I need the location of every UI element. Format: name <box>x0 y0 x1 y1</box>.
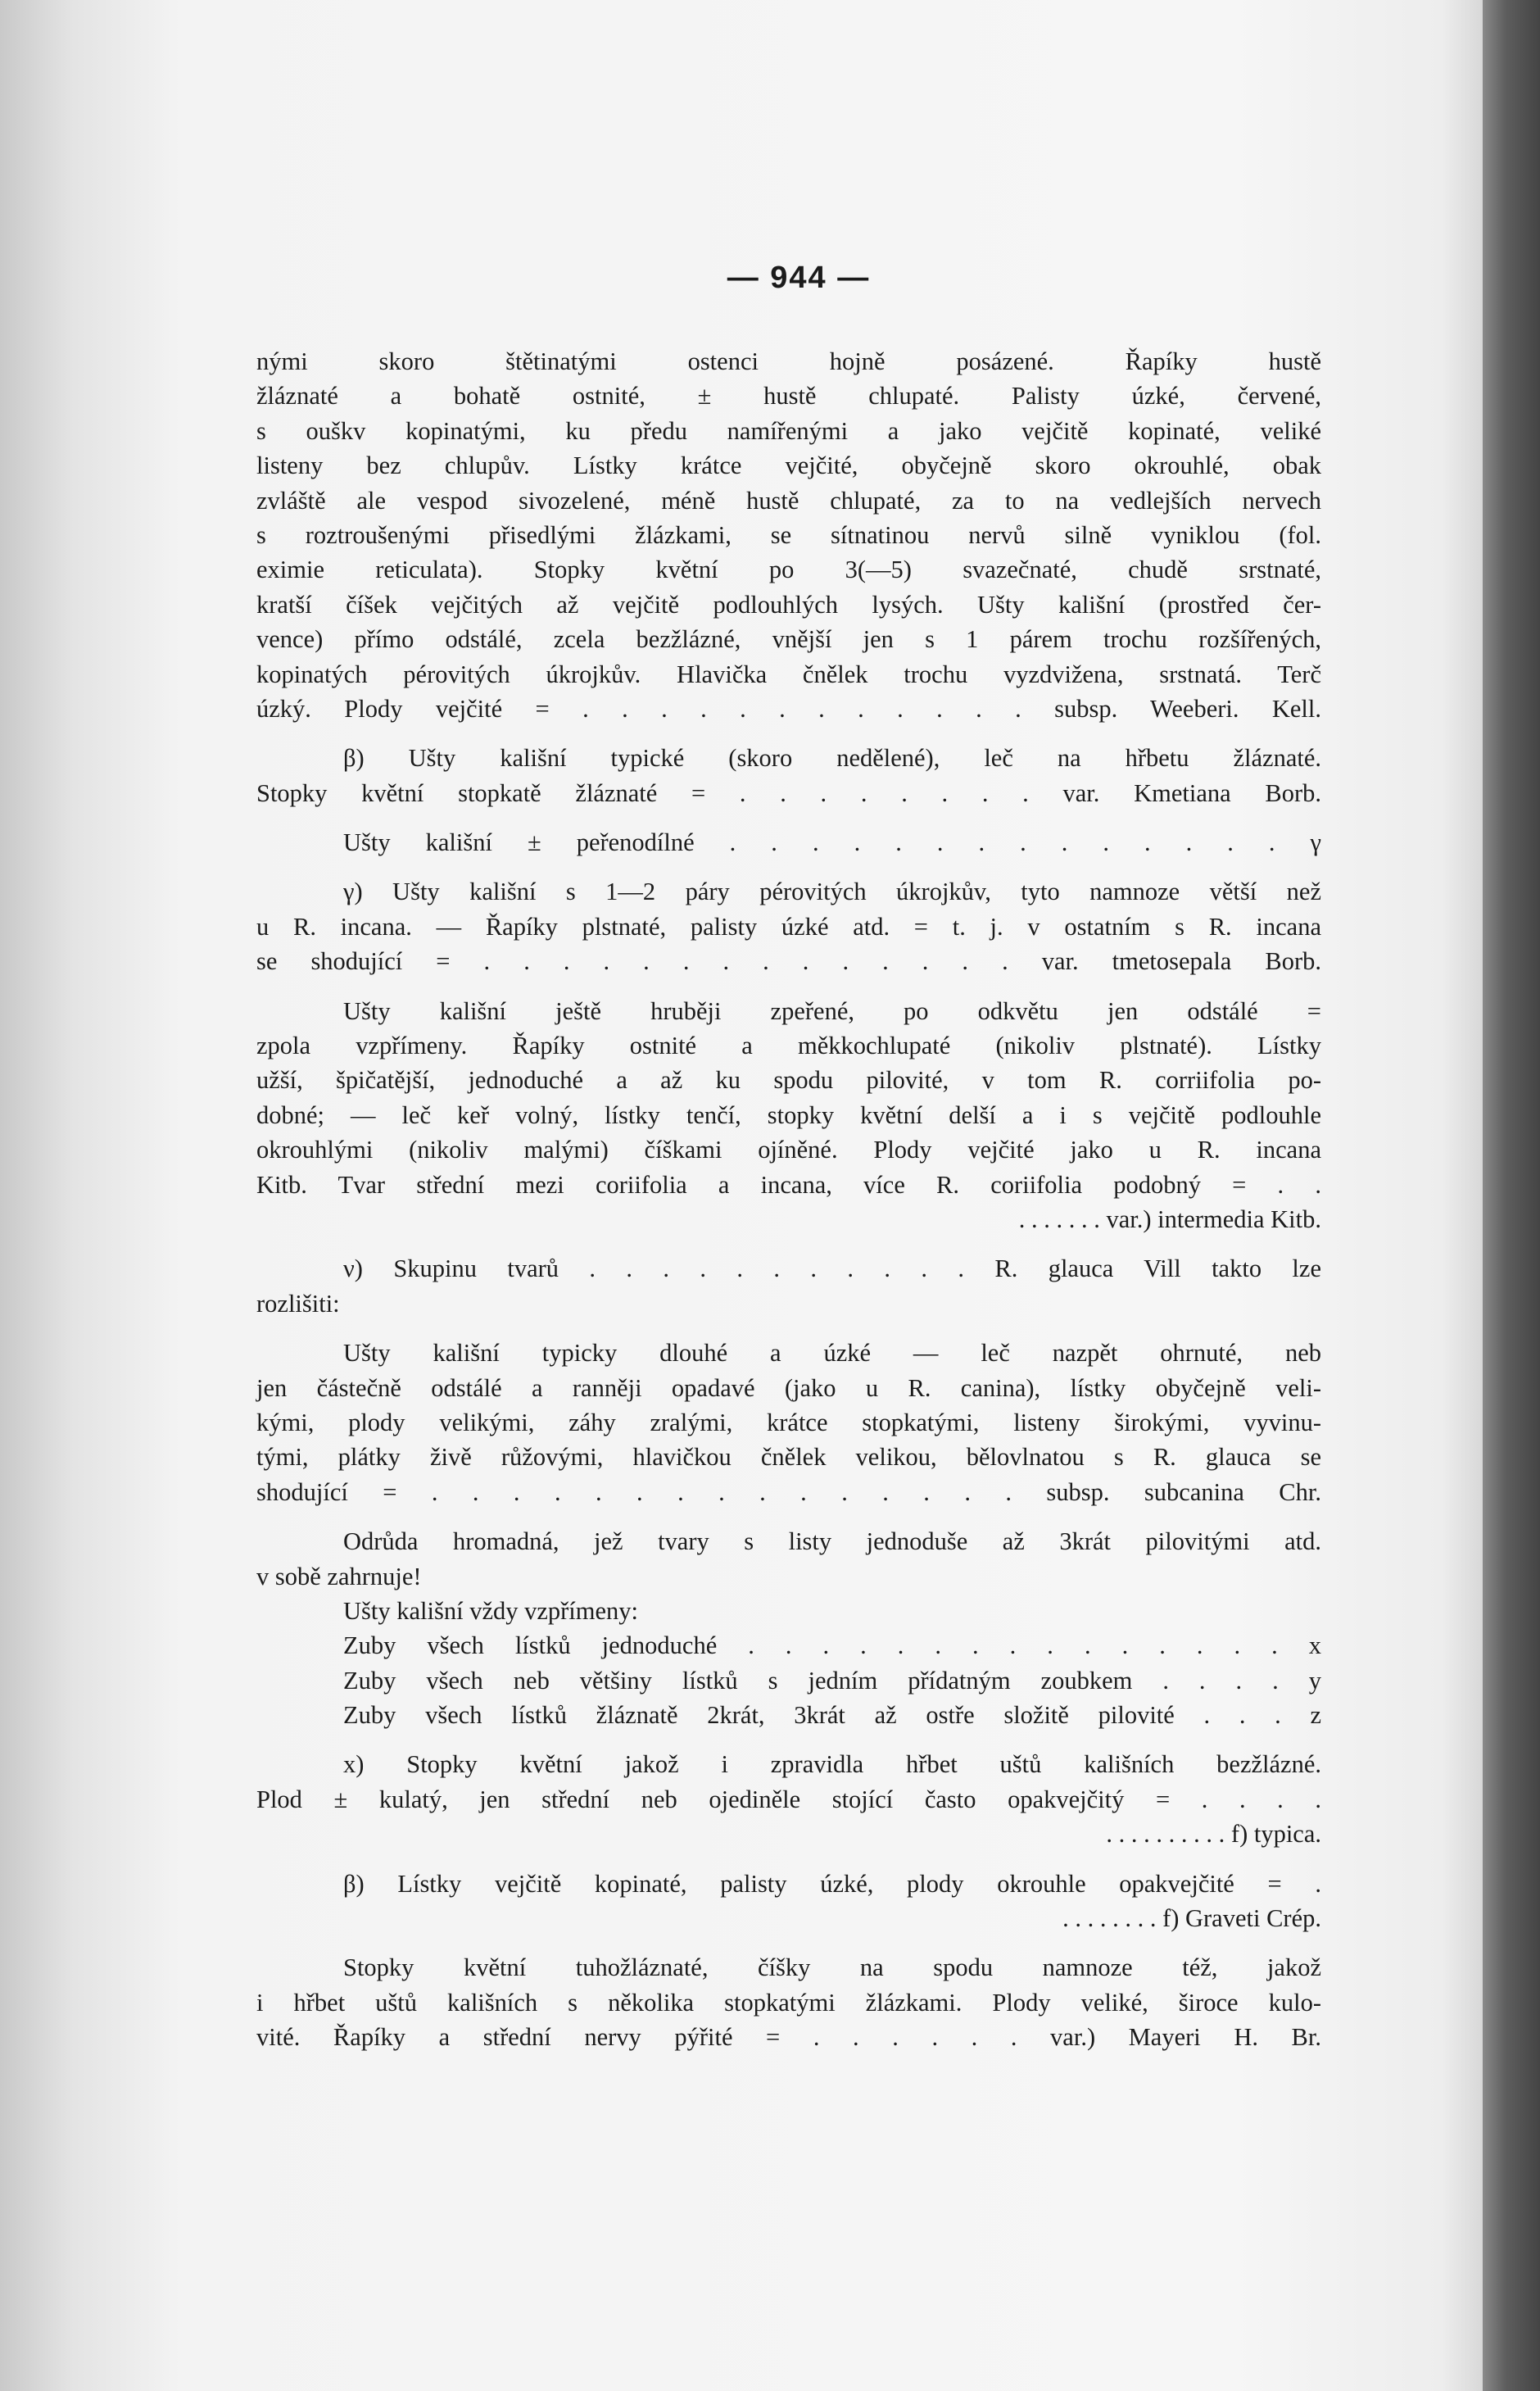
text-line: rozlišiti: <box>256 1289 340 1318</box>
text-line: Odrůda hromadná, jež tvary s listy jednoduše až 3krát pilovitými atd. <box>343 1527 1321 1556</box>
text-line: Kitb. Tvar střední mezi coriifolia a incana, více R. coriifolia podobný = . . <box>256 1170 1321 1199</box>
text-line: u R. incana. — Řapíky plstnaté, palisty úzké atd. = t. j. v ostatním s R. incana <box>256 912 1321 941</box>
text-line: . . . . . . . . f) Graveti Crép. <box>1062 1904 1321 1933</box>
text-line: jen částečně odstálé a ranněji opadavé (jako u R. canina), lístky obyčejně veli- <box>256 1373 1321 1402</box>
book-edge <box>1483 0 1540 2391</box>
text-line: shodující = . . . . . . . . . . . . . . . subsp. subcanina Chr. <box>256 1477 1321 1506</box>
text-line: ν) Skupinu tvarů . . . . . . . . . . . R. glauca Vill takto lze <box>343 1254 1321 1283</box>
text-line: kými, plody velikými, záhy zralými, krátce stopkatými, listeny širokými, vyvinu- <box>256 1408 1321 1436</box>
text-line: . . . . . . . . . . f) typica. <box>1106 1820 1321 1849</box>
text-line: Ušty kališní ± peřenodílné . . . . . . . . . . . . . . γ <box>343 828 1321 857</box>
text-line: Stopky květní stopkatě žláznaté = . . . . . . . . var. Kmetiana Borb. <box>256 778 1321 807</box>
text-line: β) Ušty kališní typické (skoro nedělené), leč na hřbetu žláznaté. <box>343 744 1321 773</box>
text-line: kratší číšek vejčitých až vejčitě podlouhlých lysých. Ušty kališní (prostřed čer- <box>256 590 1321 619</box>
text-line: Ušty kališní ještě hruběji zpeřené, po odkvětu jen odstálé = <box>343 996 1321 1025</box>
text-line: i hřbet uštů kališních s několika stopkatými žlázkami. Plody veliké, široce kulo- <box>256 1988 1321 2017</box>
text-line: Plod ± kulatý, jen střední neb ojediněle stojící často opakvejčitý = . . . . <box>256 1785 1321 1813</box>
tooth-key-list <box>256 1628 1321 1732</box>
list-item: Zuby všech neb většiny lístků s jedním přídatným zoubkem . . . . y <box>343 1666 1321 1695</box>
page-number: — 944 — <box>727 261 871 295</box>
text-line: x) Stopky květní jakož i zpravidla hřbet uštů kališních bezžlázné. <box>343 1750 1321 1779</box>
text-line: tými, plátky živě růžovými, hlavičkou čnělek velikou, bělovlnatou s R. glauca se <box>256 1443 1321 1472</box>
text-line: s ouškv kopinatými, ku předu namířenými a jako vejčitě kopinaté, veliké <box>256 416 1321 445</box>
text-line: nými skoro štětinatými ostenci hojně posázené. Řapíky hustě <box>256 347 1321 375</box>
text-line: se shodující = . . . . . . . . . . . . . . var. tmetosepala Borb. <box>256 947 1321 976</box>
text-line: vité. Řapíky a střední nervy pýřité = . . . . . . var.) Mayeri H. Br. <box>256 2023 1321 2052</box>
text-line: listeny bez chlupův. Lístky krátce vejčité, obyčejně skoro okrouhlé, obak <box>256 451 1321 480</box>
text-line: Ušty kališní vždy vzpřímeny: <box>343 1596 639 1625</box>
text-line: úzký. Plody vejčité = . . . . . . . . . . . . subsp. Weeberi. Kell. <box>256 694 1321 723</box>
text-line: kopinatých pérovitých úkrojkův. Hlavička čnělek trochu vyzdvižena, srstnatá. Terč <box>256 660 1321 688</box>
text-line: γ) Ušty kališní s 1—2 páry pérovitých úkrojkův, tyto namnoze větší než <box>343 878 1321 906</box>
text-line: eximie reticulata). Stopky květní po 3(—5) svazečnaté, chudě srstnaté, <box>256 556 1321 584</box>
text-line: zvláště ale vespod sivozelené, méně hustě chlupaté, za to na vedlejších nervech <box>256 486 1321 515</box>
text-line: okrouhlými (nikoliv malými) číškami ojíněné. Plody vejčité jako u R. incana <box>256 1136 1321 1164</box>
text-line: užší, špičatější, jednoduché a až ku spodu pilovité, v tom R. corriifolia po- <box>256 1066 1321 1095</box>
text-line: vence) přímo odstálé, zcela bezžlázné, vnější jen s 1 párem trochu rozšířených, <box>256 625 1321 654</box>
text-line: Stopky květní tuhožláznaté, číšky na spodu namnoze též, jakož <box>343 1953 1321 1982</box>
text-line: dobné; — leč keř volný, lístky tenčí, stopky květní delší a i s vejčitě podlouhle <box>256 1100 1321 1129</box>
list-item: Zuby všech lístků jednoduché . . . . . . . . . . . . . . . x <box>343 1631 1321 1660</box>
text-line: v sobě zahrnuje! <box>256 1562 422 1590</box>
text-line: Ušty kališní typicky dlouhé a úzké — leč nazpět ohrnuté, neb <box>343 1339 1321 1368</box>
text-line: zpola vzpřímeny. Řapíky ostnité a měkkochlupaté (nikoliv plstnaté). Lístky <box>256 1032 1321 1060</box>
text-line: žláznaté a bohatě ostnité, ± hustě chlupaté. Palisty úzké, červené, <box>256 382 1321 411</box>
page-text <box>256 344 1321 2055</box>
text-line: . . . . . . . var.) intermedia Kitb. <box>1018 1205 1321 1233</box>
text-line: s roztroušenými přisedlými žlázkami, se sítnatinou nervů silně vyniklou (fol. <box>256 520 1321 549</box>
text-line: β) Lístky vejčitě kopinaté, palisty úzké, plody okrouhle opakvejčité = . <box>343 1869 1321 1898</box>
list-item: Zuby všech lístků žláznatě 2krát, 3krát až ostře složitě pilovité . . . z <box>343 1701 1321 1730</box>
